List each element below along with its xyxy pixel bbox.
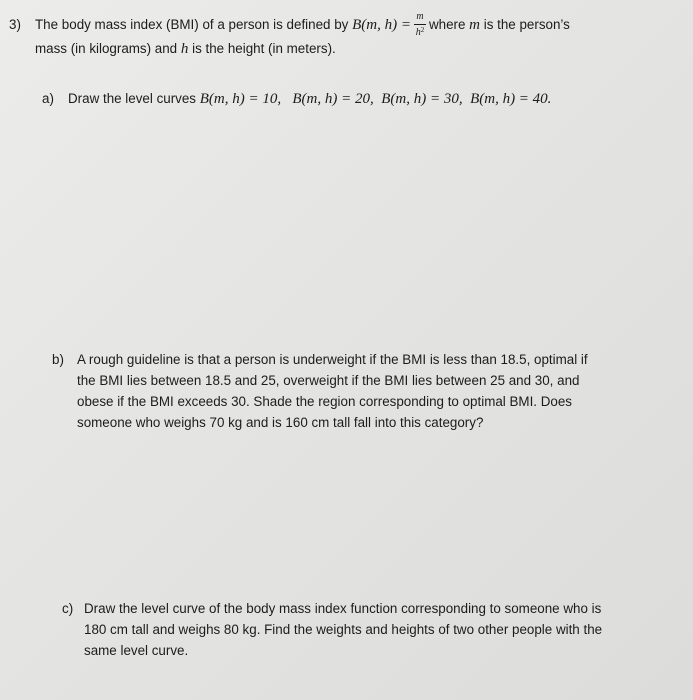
part-a-level-curves: B(m, h) = 10, B(m, h) = 20, B(m, h) = 30, B(m, h) = 40.: [199, 91, 552, 107]
problem-text-2a: mass (in kilograms) and: [35, 41, 178, 56]
part-b-line-1: A rough guideline is that a person is underweight if the BMI is less than 18.5, optimal if: [77, 352, 588, 367]
part-c-line-2: 180 cm tall and weighs 80 kg. Find the weights and heights of two other people with the: [84, 622, 603, 637]
bmi-formula-exponent: 2: [420, 26, 425, 35]
problem-line-2: [35, 38, 336, 60]
bmi-formula-fraction: [413, 11, 427, 39]
part-b-line-4: someone who weighs 70 kg and is 160 cm tall fall into this category?: [77, 415, 484, 430]
part-c-label: c): [62, 601, 74, 616]
part-c-line-3: same level curve.: [84, 643, 189, 658]
part-b-line-3: obese if the BMI exceeds 30. Shade the region corresponding to optimal BMI. Does: [77, 394, 572, 409]
problem-text-1b: where: [428, 17, 466, 32]
part-c-line-1: Draw the level curve of the body mass index function corresponding to someone who is: [84, 601, 602, 616]
bmi-formula-numerator: m: [416, 11, 424, 23]
variable-h: h: [180, 41, 189, 57]
problem-text-2b: is the height (in meters).: [192, 41, 336, 56]
bmi-formula-denominator: h: [415, 27, 421, 39]
part-a-text: Draw the level curves: [68, 91, 197, 106]
problem-text-1c: is the person’s: [483, 17, 570, 32]
problem-text-1a: The body mass index (BMI) of a person is defined by: [35, 17, 349, 32]
part-b-line-2: the BMI lies between 18.5 and 25, overweight if the BMI lies between 25 and 30, and: [77, 373, 580, 388]
part-a-label: a): [42, 91, 54, 106]
problem-line-1: [35, 11, 570, 39]
variable-m: m: [469, 17, 481, 33]
bmi-formula-lhs: B(m, h) =: [352, 17, 411, 33]
problem-number: 3): [9, 17, 21, 32]
part-b-label: b): [52, 352, 64, 367]
